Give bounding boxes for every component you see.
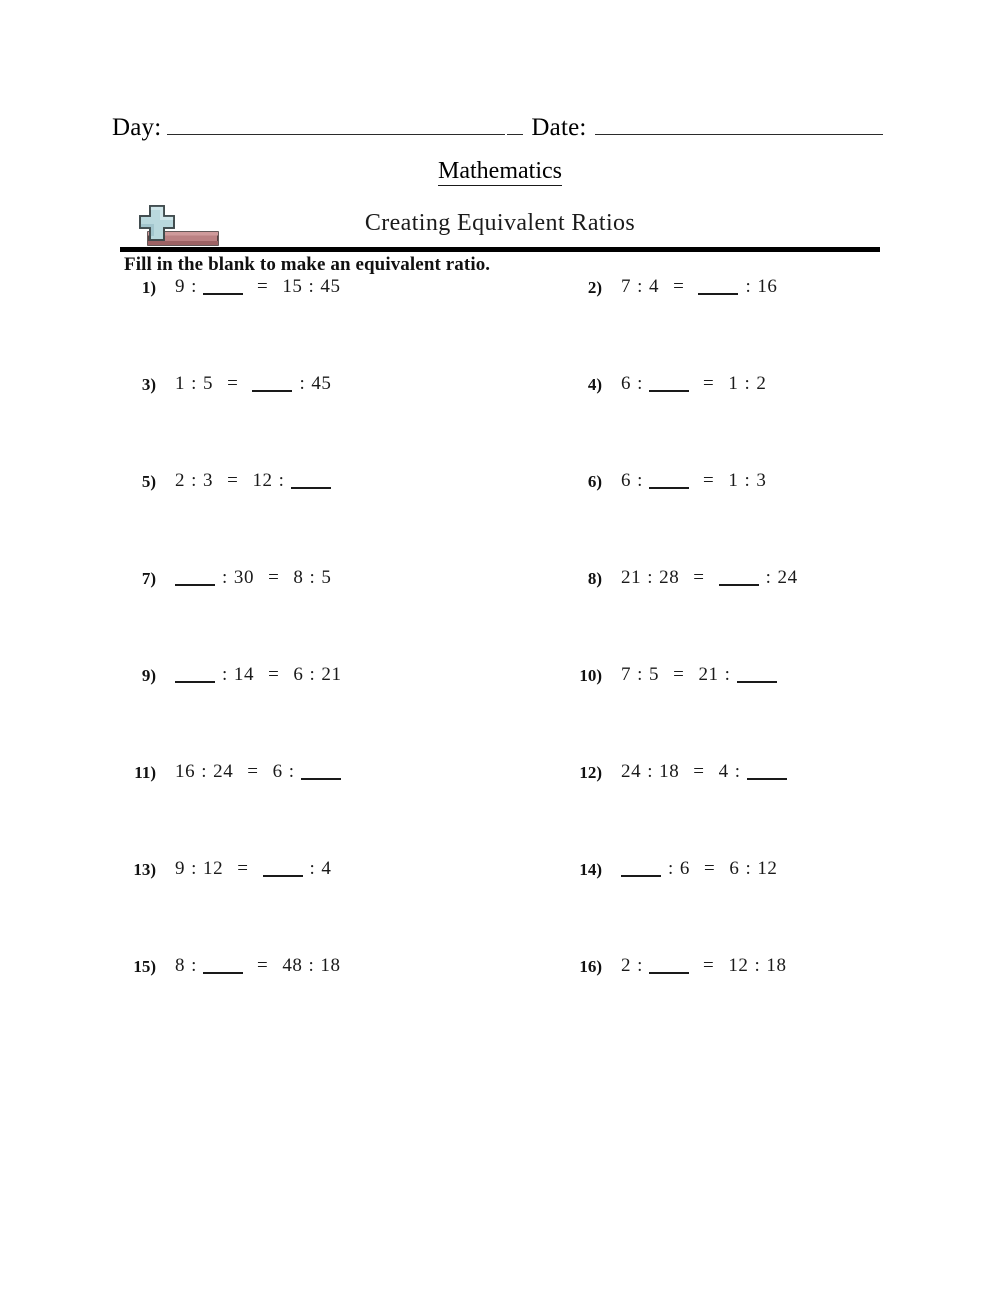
ratio-equation [156,664,343,686]
colon-symbol: : [637,276,643,297]
colon-symbol: : [647,567,654,588]
ratio-term: 6 [621,373,632,394]
ratio-term: 45 [311,373,332,394]
ratio-equation [156,761,342,783]
problem-row [112,664,888,761]
ratio-term: 6 [293,664,304,685]
problem-item [112,858,500,955]
problem-item [112,276,500,373]
colon-symbol: : [734,761,741,782]
subject-text: Mathematics [438,158,562,184]
colon-symbol: : [191,373,197,394]
colon-symbol: : [647,761,654,782]
ratio-term: 16 [175,761,196,782]
equals-symbol: = [268,567,280,588]
problem-item [112,955,500,1052]
ratio-term: 3 [203,470,214,491]
colon-symbol: : [222,567,228,588]
day-label: Day: [112,114,162,141]
ratio-equation [156,470,332,492]
ratio-term: 12 [728,955,749,976]
problem-item [500,858,888,955]
ratio-term: 5 [649,664,660,685]
ratio-term: 12 [757,858,778,879]
answer-blank[interactable] [263,875,303,877]
ratio-equation [602,276,779,298]
title-divider [120,247,880,252]
colon-symbol: : [278,470,285,491]
colon-symbol: : [754,955,761,976]
problem-number: 16) [579,957,602,976]
problem-number: 11) [134,763,156,782]
answer-blank[interactable] [621,875,661,877]
title-band [120,196,880,252]
colon-symbol: : [637,955,643,976]
answer-blank[interactable] [203,972,243,974]
ratio-term: 15 [282,276,303,297]
colon-symbol: : [637,470,643,491]
ratio-equation [156,567,333,589]
instruction-text: Fill in the blank to make an equivalent ratio. [124,254,491,275]
problem-item [112,567,500,664]
answer-blank[interactable] [747,778,787,780]
answer-blank[interactable] [649,390,689,392]
problem-number: 2) [587,278,602,297]
equals-symbol: = [227,470,239,491]
equals-symbol: = [673,276,685,297]
ratio-term: 24 [621,761,642,782]
answer-blank[interactable] [301,778,341,780]
colon-symbol: : [765,567,772,588]
subject-heading [0,158,1000,185]
colon-symbol: : [288,761,295,782]
colon-symbol: : [637,373,643,394]
colon-symbol: : [308,276,315,297]
problem-row [112,373,888,470]
answer-blank[interactable] [175,584,215,586]
problem-item [500,955,888,1052]
ratio-term: 30 [233,567,255,588]
problem-item [500,664,888,761]
ratio-equation [602,858,779,880]
answer-blank[interactable] [175,681,215,683]
problem-number: 12) [579,763,602,782]
ratio-equation [602,373,767,395]
ratio-term: 12 [252,470,273,491]
page-title: Creating Equivalent Ratios [364,210,636,236]
problem-item [500,567,888,664]
problem-item [112,373,500,470]
ratio-term: 4 [321,858,332,879]
colon-symbol: : [637,664,643,685]
ratio-term: 5 [321,567,332,588]
ratio-term: 2 [175,470,186,491]
ratio-term: 7 [621,664,632,685]
problem-item [500,373,888,470]
ratio-equation [156,955,342,977]
ratio-term: 2 [756,373,767,394]
ratio-term: 6 [729,858,740,879]
ratio-term: 5 [203,373,214,394]
colon-symbol: : [744,373,751,394]
ratio-equation [156,858,333,880]
ratio-equation [602,664,778,686]
colon-symbol: : [744,470,751,491]
colon-symbol: : [309,858,316,879]
equals-symbol: = [268,664,280,685]
ratio-term: 2 [621,955,632,976]
equals-symbol: = [704,858,716,879]
ratio-term: 8 [293,567,304,588]
ratio-term: 18 [659,761,680,782]
equals-symbol: = [673,664,685,685]
problem-number: 13) [133,860,156,879]
colon-symbol: : [191,858,197,879]
colon-symbol: : [309,567,316,588]
colon-symbol: : [308,955,315,976]
answer-blank[interactable] [698,293,738,295]
ratio-equation [602,955,788,977]
ratio-term: 24 [213,761,234,782]
ratio-equation [602,761,788,783]
colon-symbol: : [222,664,228,685]
problem-item [500,276,888,373]
ratio-equation [602,470,767,492]
equals-symbol: = [247,761,259,782]
problem-number: 3) [141,375,156,394]
ratio-term: 4 [718,761,729,782]
colon-symbol: : [299,373,306,394]
ratio-equation [156,276,342,298]
problem-number: 5) [141,472,156,491]
problem-item [500,470,888,567]
answer-blank[interactable] [203,293,243,295]
problem-row [112,470,888,567]
equals-symbol: = [227,373,239,394]
day-date-separator [507,133,523,135]
equals-symbol: = [257,276,269,297]
problem-number: 8) [587,569,602,588]
ratio-term: 18 [320,955,341,976]
problem-number: 14) [579,860,602,879]
equals-symbol: = [693,567,705,588]
colon-symbol: : [309,664,316,685]
ratio-term: 1 [175,373,186,394]
ratio-term: 18 [766,955,787,976]
ratio-term: 24 [777,567,798,588]
ratio-term: 28 [659,567,680,588]
answer-blank[interactable] [649,972,689,974]
problem-item [112,470,500,567]
equals-symbol: = [257,955,269,976]
ratio-term: 9 [175,276,186,297]
problem-number: 15) [133,957,156,976]
problem-row [112,955,888,1052]
problem-row [112,276,888,373]
ratio-term: 48 [282,955,303,976]
problem-item [112,664,500,761]
colon-symbol: : [191,955,197,976]
ratio-term: 7 [621,276,632,297]
colon-symbol: : [724,664,731,685]
answer-blank[interactable] [719,584,759,586]
colon-symbol: : [191,276,197,297]
answer-blank[interactable] [737,681,777,683]
date-label: Date: [531,114,587,141]
ratio-term: 4 [649,276,660,297]
equals-symbol: = [703,955,715,976]
ratio-equation [156,373,333,395]
colon-symbol: : [745,276,752,297]
problem-number: 9) [141,666,156,685]
ratio-term: 1 [728,470,739,491]
ratio-term: 6 [272,761,283,782]
colon-symbol: : [745,858,752,879]
equals-symbol: = [703,373,715,394]
ratio-term: 21 [321,664,342,685]
ratio-term: 9 [175,858,186,879]
answer-blank[interactable] [649,487,689,489]
ratio-term: 14 [233,664,255,685]
problem-row [112,761,888,858]
ratio-term: 1 [728,373,739,394]
problem-grid [112,276,888,1052]
ratio-term: 16 [757,276,778,297]
answer-blank[interactable] [252,390,292,392]
ratio-equation [602,567,799,589]
ratio-term: 6 [679,858,690,879]
equals-symbol: = [703,470,715,491]
ratio-term: 8 [175,955,186,976]
problem-number: 1) [141,278,156,297]
problem-number: 7) [141,569,156,588]
day-date-line [112,114,888,144]
colon-symbol: : [201,761,208,782]
problem-item [500,761,888,858]
problem-item [112,761,500,858]
colon-symbol: : [191,470,197,491]
equals-symbol: = [237,858,249,879]
answer-blank[interactable] [291,487,331,489]
ratio-term: 6 [621,470,632,491]
ratio-term: 21 [621,567,642,588]
problem-number: 10) [579,666,602,685]
ratio-term: 12 [203,858,224,879]
colon-symbol: : [668,858,674,879]
ratio-term: 21 [698,664,719,685]
problem-number: 4) [587,375,602,394]
problem-row [112,567,888,664]
day-write-line[interactable] [167,133,505,135]
problem-number: 6) [587,472,602,491]
ratio-term: 45 [320,276,341,297]
problem-row [112,858,888,955]
ratio-term: 3 [756,470,767,491]
equals-symbol: = [693,761,705,782]
date-write-line[interactable] [595,133,883,135]
